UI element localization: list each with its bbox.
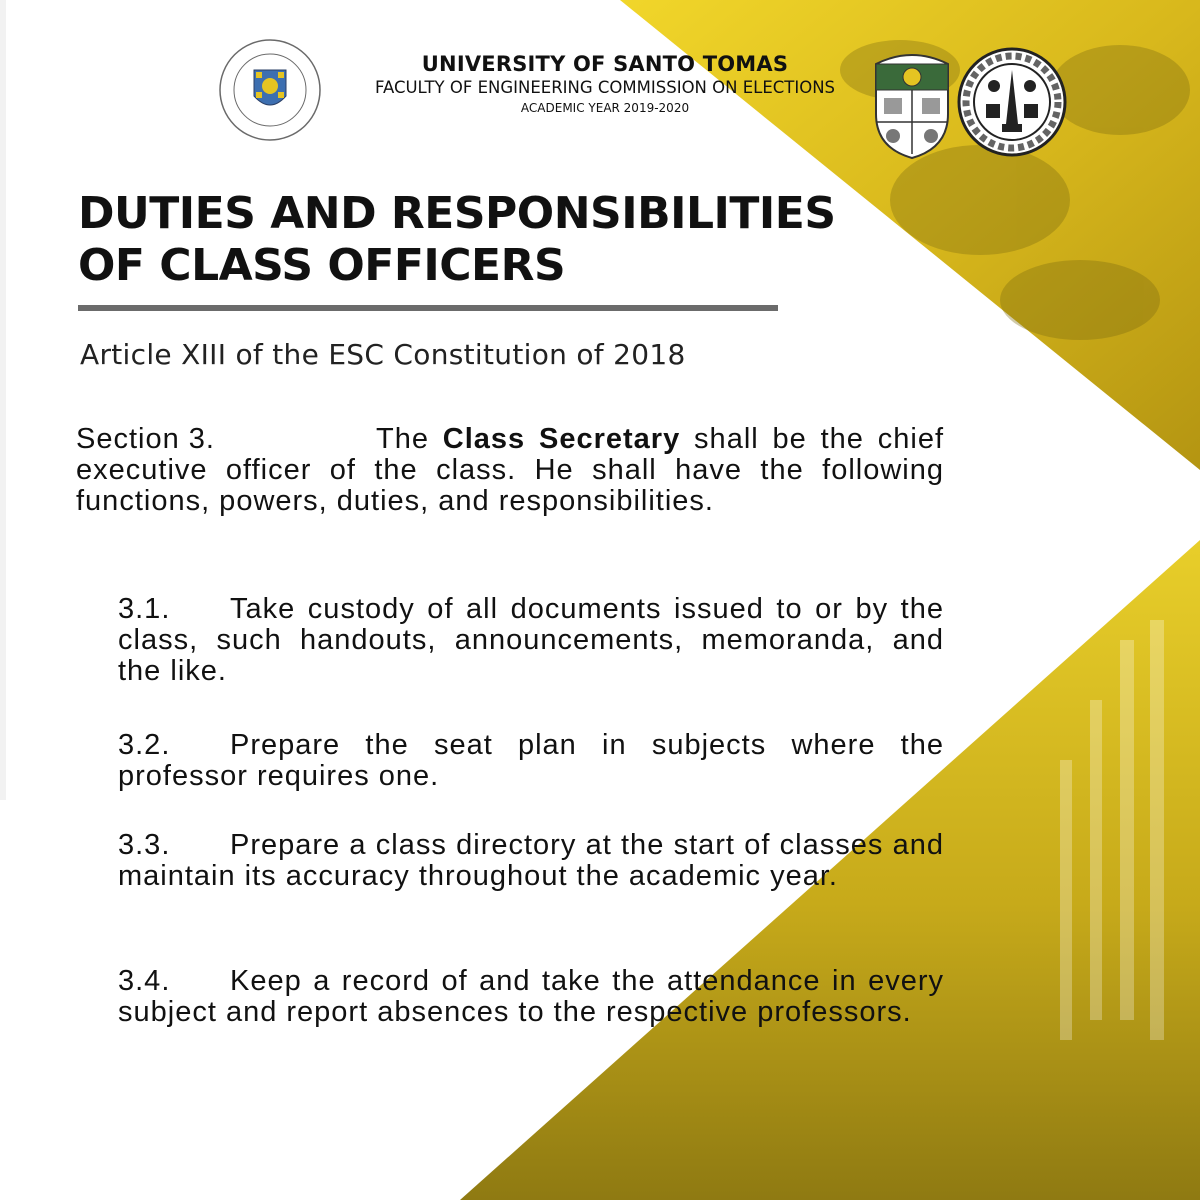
- title-line-1: DUTIES AND RESPONSIBILITIES: [78, 188, 836, 239]
- item-text: Prepare a class directory at the start of classes and maintain its accuracy throughout the academic year.: [118, 829, 944, 892]
- item-number: 3.2.: [118, 729, 171, 761]
- section-intro: [76, 424, 944, 517]
- intro-post: shall be the chief executive officer of the class. He shall have the following functions, powers, duties, and responsibilities.: [76, 423, 945, 517]
- section-number: Section 3.: [76, 423, 215, 455]
- list-item: [118, 830, 944, 892]
- list-item: [118, 966, 944, 1028]
- academic-year: ACADEMIC YEAR 2019-2020: [520, 101, 690, 115]
- item-number: 3.1.: [118, 593, 171, 625]
- list-item: [118, 730, 944, 792]
- header: [340, 52, 870, 116]
- item-text: Keep a record of and take the attendance in every subject and report absences to the respective professors.: [118, 965, 944, 1028]
- faculty-name: FACULTY OF ENGINEERING COMMISSION ON ELECTIONS: [374, 78, 836, 97]
- comelec-seal-icon: [956, 46, 1068, 158]
- intro-pre: The: [376, 423, 443, 455]
- title-line-2: OF CLASS OFFICERS: [78, 240, 566, 291]
- university-name: UNIVERSITY OF SANTO TOMAS: [421, 52, 789, 76]
- item-text: Take custody of all documents issued to or by the class, such handouts, announcements, memoranda, and the like.: [118, 593, 944, 687]
- item-number: 3.4.: [118, 965, 171, 997]
- subtitle: Article XIII of the ESC Constitution of 2018: [80, 338, 686, 371]
- page-title: [78, 188, 838, 292]
- item-number: 3.3.: [118, 829, 171, 861]
- item-text: Prepare the seat plan in subjects where the professor requires one.: [118, 729, 944, 792]
- title-divider: [78, 305, 778, 311]
- officer-title: Class Secretary: [442, 423, 681, 455]
- ust-seal-icon: [218, 38, 322, 142]
- list-item: [118, 594, 944, 687]
- engineering-seal-icon: [868, 44, 956, 162]
